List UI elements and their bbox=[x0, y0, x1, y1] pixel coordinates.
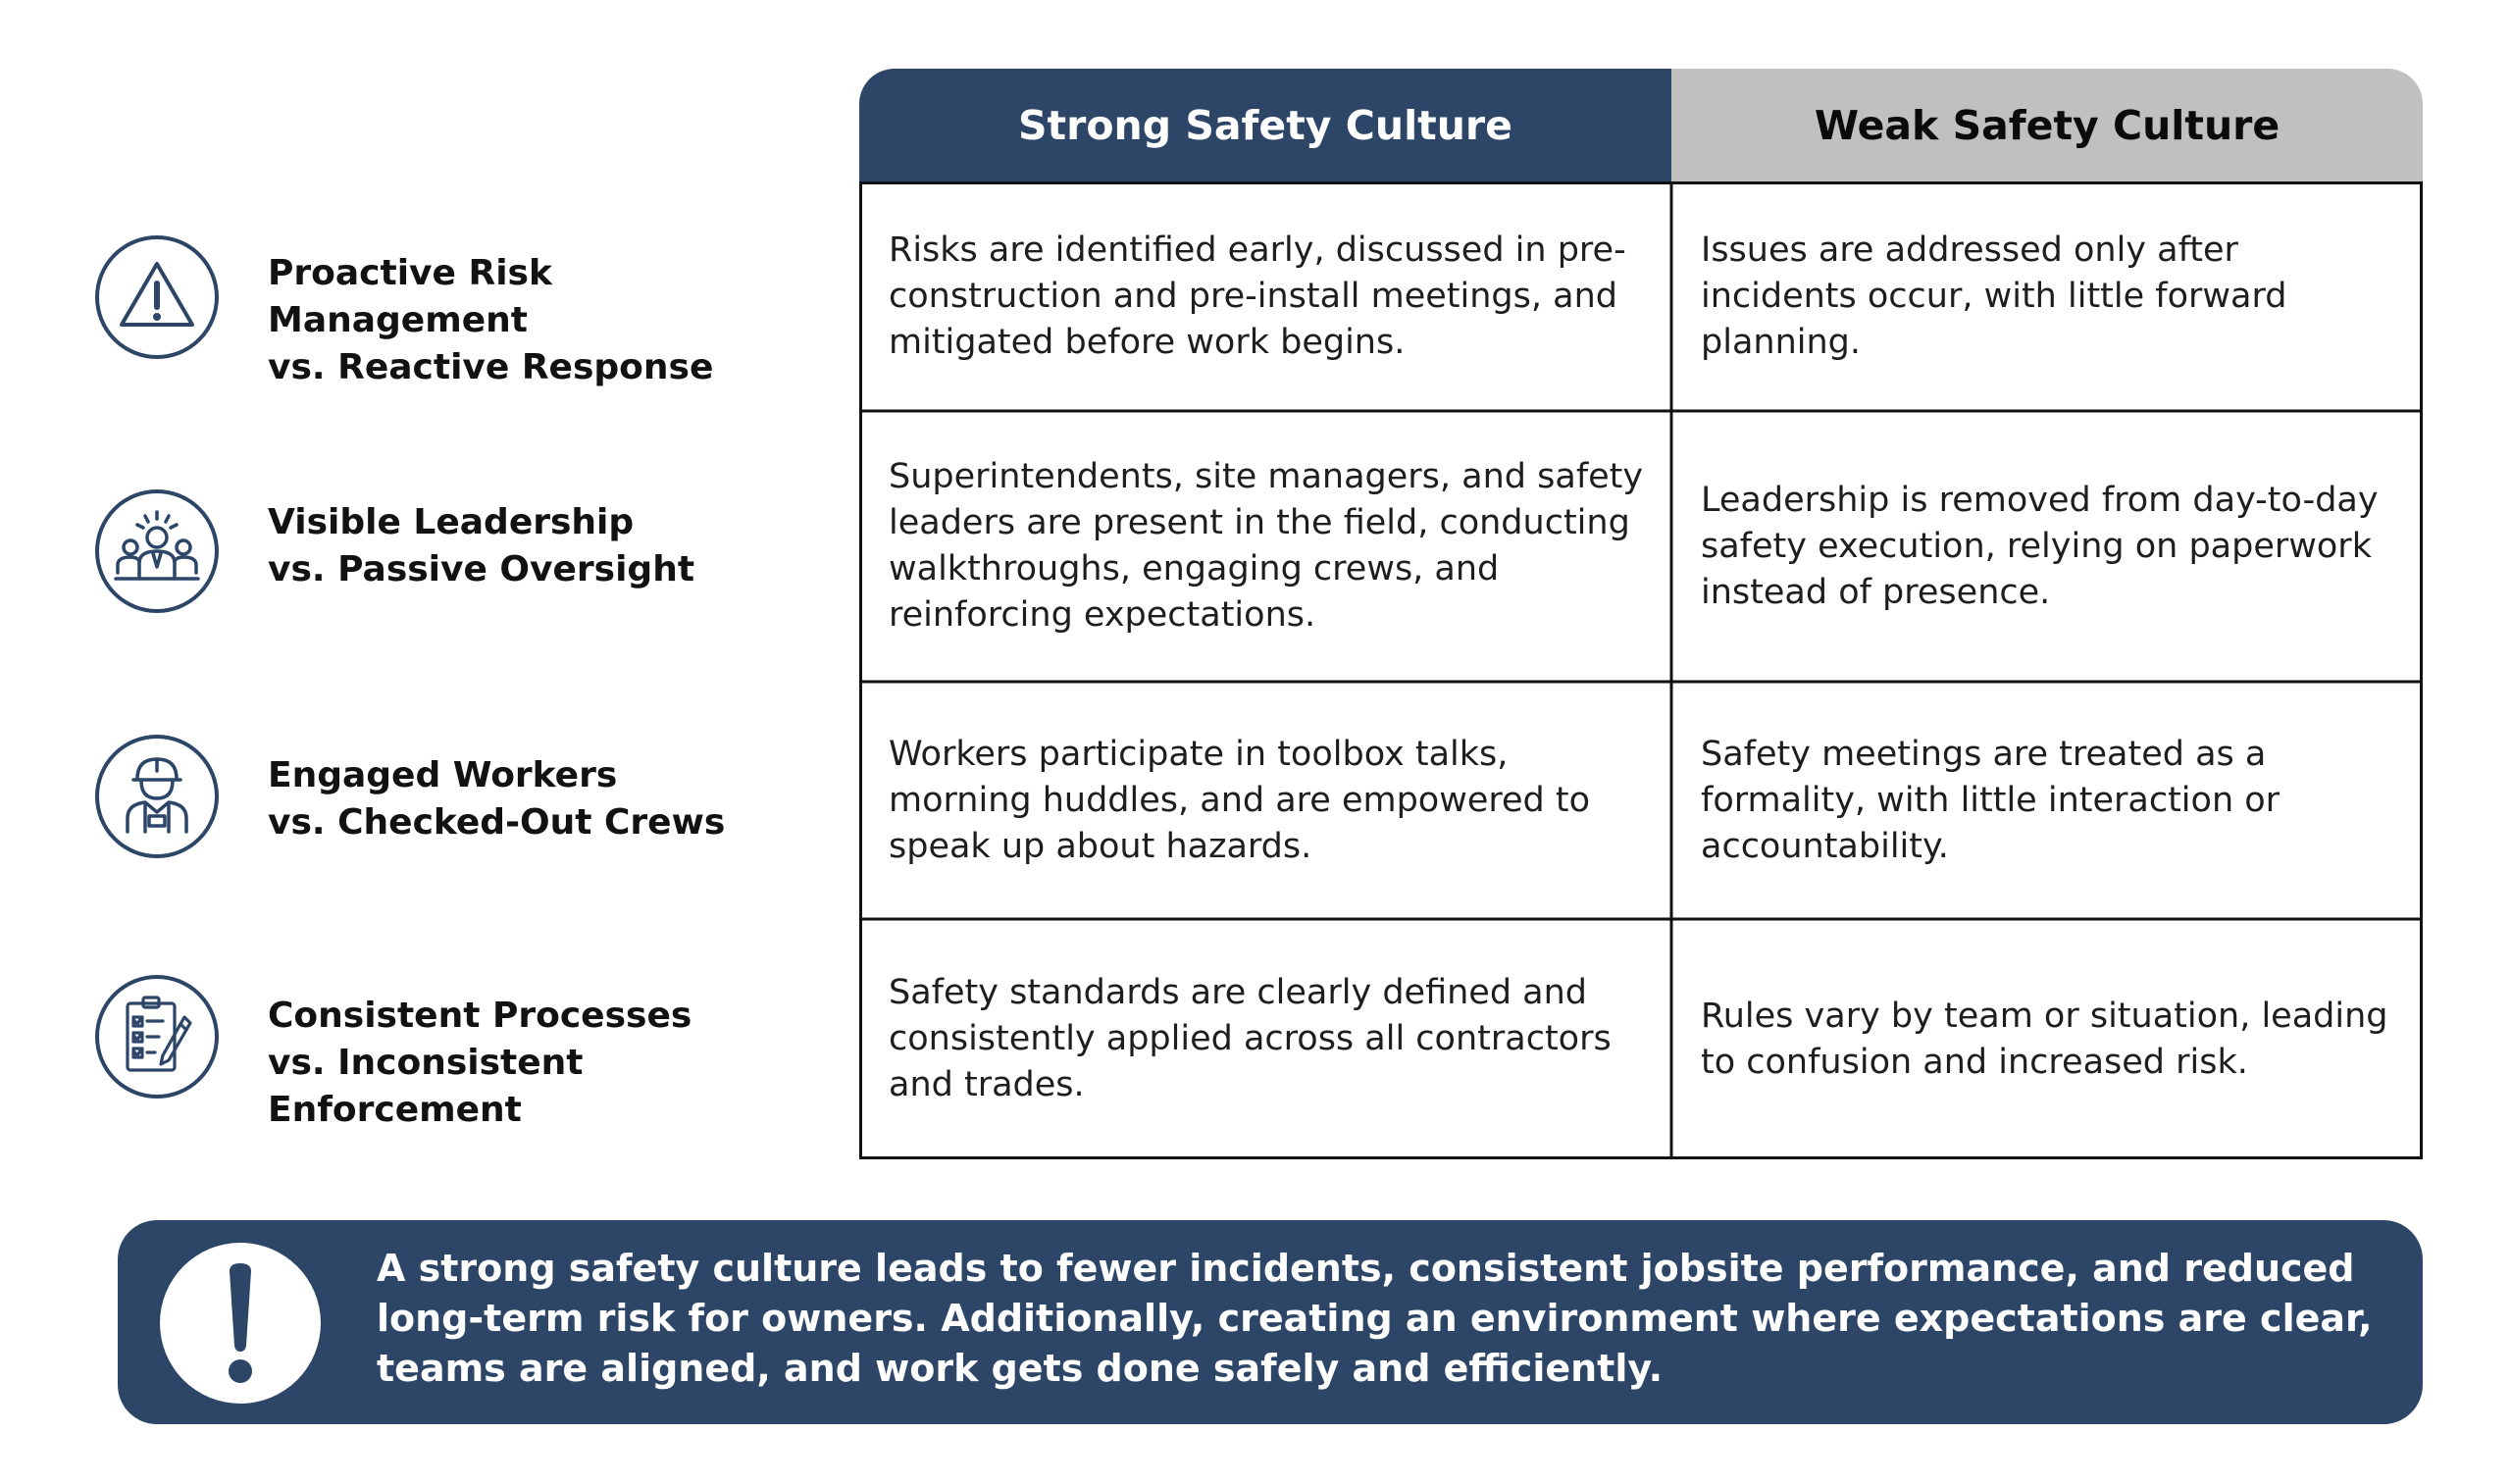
clipboard-checklist-icon bbox=[94, 974, 220, 1100]
row-title-engaged-workers bbox=[268, 752, 817, 846]
header-weak-safety-culture: Weak Safety Culture bbox=[1671, 69, 2423, 181]
row-title-line2: vs. Reactive Response bbox=[268, 347, 714, 387]
warning-triangle-icon bbox=[94, 234, 220, 360]
table-row-1-weak: Issues are addressed only after incidents occur, with little forward planning. bbox=[1701, 230, 2287, 362]
table-row-2-strong: Superintendents, site managers, and safety leaders are present in the field, conducting walkthroughs, engaging crews, and reinforcing expectations. bbox=[889, 457, 1644, 635]
header-strong-safety-culture: Strong Safety Culture bbox=[859, 69, 1671, 181]
row-title-visible-leadership bbox=[268, 499, 817, 593]
row-title-line2: vs. Inconsistent Enforcement bbox=[268, 1043, 584, 1130]
row-title-line1: Consistent Processes bbox=[268, 996, 692, 1036]
hard-hat-worker-icon bbox=[94, 734, 220, 859]
exclamation-icon bbox=[159, 1242, 322, 1405]
row-title-line1: Engaged Workers bbox=[268, 755, 618, 795]
row-title-line2: vs. Checked-Out Crews bbox=[268, 802, 726, 843]
row-title-line1: Visible Leadership bbox=[268, 502, 635, 542]
row-title-line1: Proactive Risk Management bbox=[268, 253, 552, 340]
table-row-1-strong: Risks are identified early, discussed in pre-construction and pre-install meetings, and mitigated before work begins. bbox=[889, 230, 1626, 362]
row-title-consistent-processes bbox=[268, 993, 817, 1134]
table-row-3-weak: Safety meetings are treated as a formality, with little interaction or accountability. bbox=[1701, 734, 2280, 866]
summary-callout bbox=[118, 1220, 2423, 1424]
table-row-2-weak: Leadership is removed from day-to-day safety execution, relying on paperwork instead of presence. bbox=[1701, 480, 2379, 612]
table-row-4-strong: Safety standards are clearly defined and consistently applied across all contractors and trades. bbox=[889, 973, 1612, 1104]
comparison-table bbox=[859, 181, 2423, 1159]
row-title-proactive-risk bbox=[268, 250, 817, 391]
summary-callout-text: A strong safety culture leads to fewer incidents, consistent jobsite performance, and reduced long-term risk for owners. Additionally, creating an environment where expectations are clear, teams are aligned, and work gets done safely and efficiently. bbox=[377, 1247, 2373, 1390]
table-row-4-weak: Rules vary by team or situation, leading to confusion and increased risk. bbox=[1701, 996, 2388, 1082]
team-leader-icon bbox=[94, 488, 220, 614]
row-title-line2: vs. Passive Oversight bbox=[268, 549, 695, 589]
table-row-3-strong: Workers participate in toolbox talks, morning huddles, and are empowered to speak up about hazards. bbox=[889, 734, 1591, 866]
